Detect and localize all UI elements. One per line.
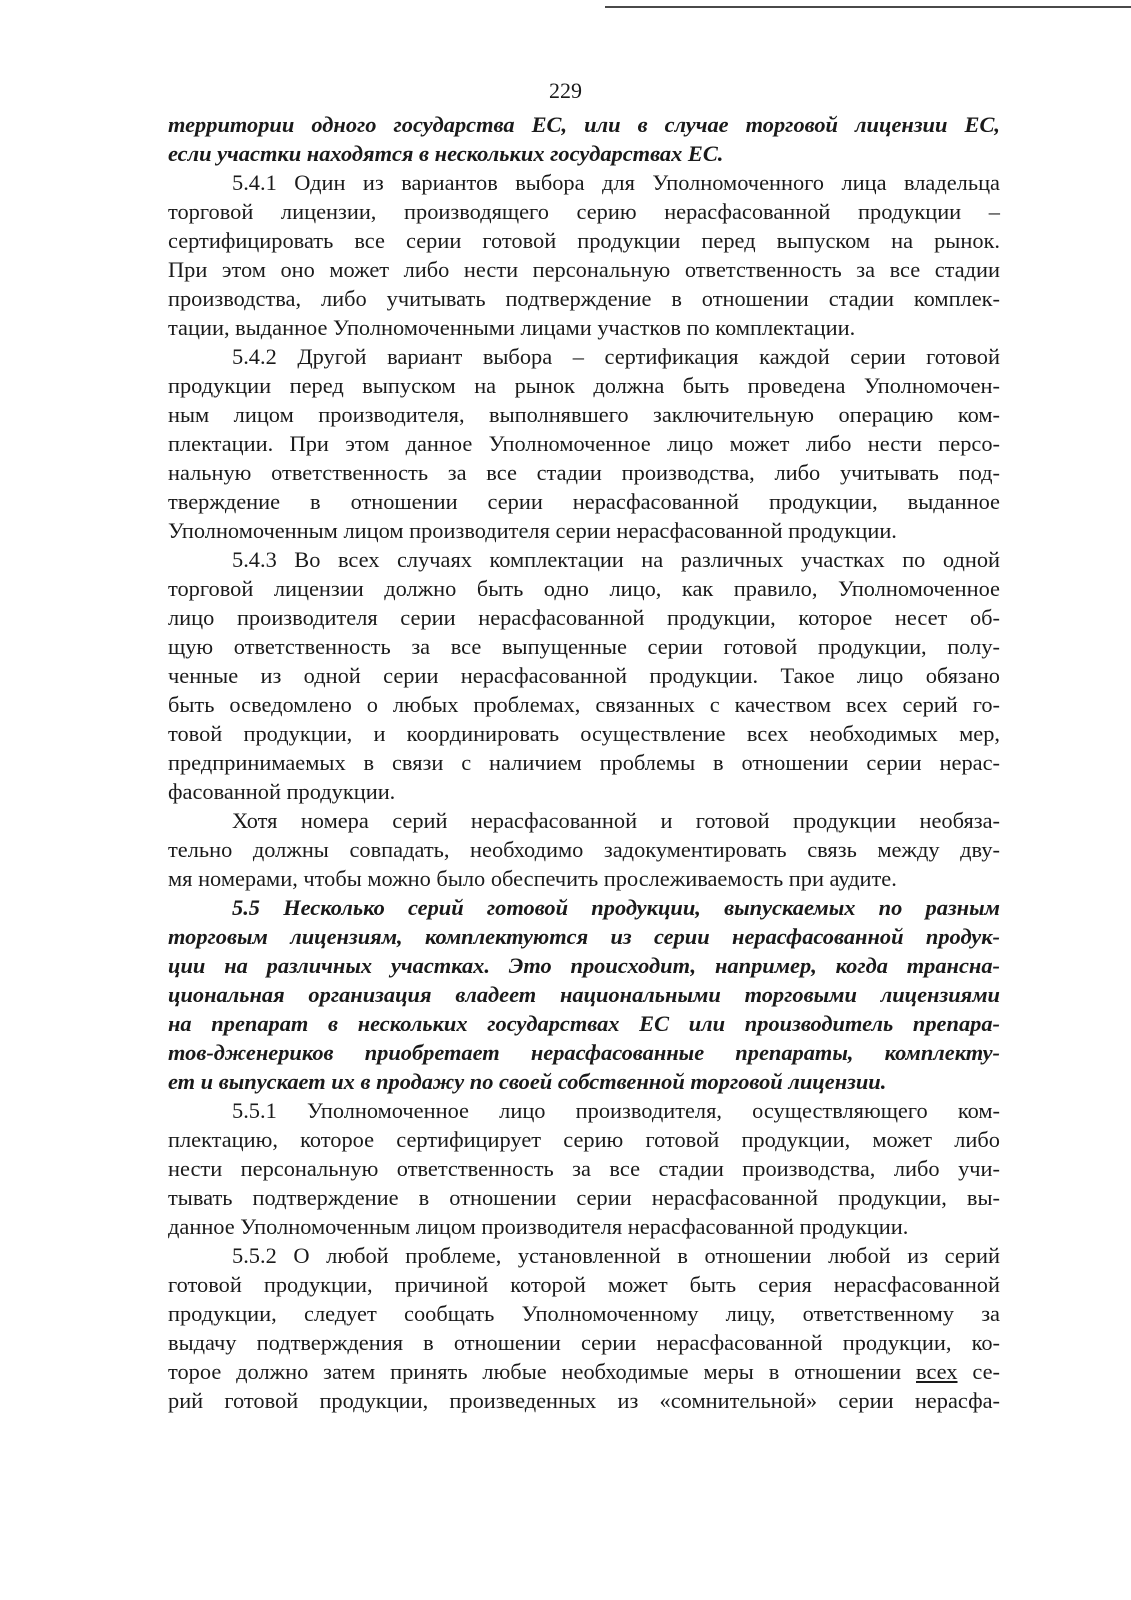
page-body <box>168 110 1000 1415</box>
paragraph-5-5-1 <box>168 1096 1000 1241</box>
paragraph-5-4-1 <box>168 168 1000 342</box>
text-line: сертифицировать все серии готовой продукции перед выпуском на рынок. <box>168 228 1000 253</box>
text-line: мя номерами, чтобы можно было обеспечить прослеживаемость при аудите. <box>168 866 897 891</box>
text-line: лицо производителя серии нерасфасованной продукции, которое несет об- <box>168 605 1000 630</box>
text-line: ным лицом производителя, выполнявшего заключительную операцию ком- <box>168 402 1000 427</box>
text-line: предпринимаемых в связи с наличием проблемы в отношении серии нерас- <box>168 750 1000 775</box>
intro-paragraph <box>168 110 1000 168</box>
text-line: Хотя номера серий нерасфасованной и готовой продукции необяза- <box>232 808 1000 833</box>
text-segment: се- <box>972 1359 1000 1384</box>
text-line: 5.5.2 О любой проблеме, установленной в отношении любой из серий <box>232 1243 1000 1268</box>
text-line: ет и выпускает их в продажу по своей собственной торговой лицензии. <box>168 1069 887 1094</box>
text-line: готовой продукции, причиной которой может быть серия нерасфасованной <box>168 1272 1000 1297</box>
text-line: При этом оно может либо нести персональную ответственность за все стадии <box>168 257 1000 282</box>
text-line: тывать подтверждение в отношении серии нерасфасованной продукции, вы- <box>168 1185 1000 1210</box>
underlined-word: всех <box>916 1359 958 1384</box>
text-line: тверждение в отношении серии нерасфасованной продукции, выданное <box>168 489 1000 514</box>
text-line: тации, выданное Уполномоченными лицами участков по комплектации. <box>168 315 856 340</box>
paragraph-5-4-2 <box>168 342 1000 545</box>
text-line: 5.4.2 Другой вариант выбора – сертификация каждой серии готовой <box>232 344 1000 369</box>
text-line: торговой лицензии должно быть одно лицо, как правило, Уполномоченное <box>168 576 1000 601</box>
text-line <box>168 1357 1000 1386</box>
text-line: щую ответственность за все выпущенные серии готовой продукции, полу- <box>168 634 1000 659</box>
top-rule <box>605 6 1131 8</box>
text-line: нести персональную ответственность за все стадии производства, либо учи- <box>168 1156 1000 1181</box>
text-line: рий готовой продукции, произведенных из «сомнительной» серии нерасфа- <box>168 1388 1000 1413</box>
text-line: на препарат в нескольких государствах ЕС или производитель препара- <box>168 1011 1000 1036</box>
text-line: товой продукции, и координировать осуществление всех необходимых мер, <box>168 721 1000 746</box>
text-line: нальную ответственность за все стадии производства, либо учитывать под- <box>168 460 1000 485</box>
section-5-5 <box>168 893 1000 1096</box>
paragraph-5-5-2 <box>168 1241 1000 1415</box>
text-line: продукции, следует сообщать Уполномоченному лицу, ответственному за <box>168 1301 1000 1326</box>
page-number: 229 <box>549 78 582 103</box>
text-line: циональная организация владеет национальными торговыми лицензиями <box>168 982 1000 1007</box>
text-line: Уполномоченным лицом производителя серии нерасфасованной продукции. <box>168 518 897 543</box>
text-line: 5.5 Несколько серий готовой продукции, выпускаемых по разным <box>232 895 1000 920</box>
text-line: 5.4.1 Один из вариантов выбора для Уполномоченного лица владельца <box>232 170 1000 195</box>
text-line: ции на различных участках. Это происходит, например, когда трансна- <box>168 953 1000 978</box>
text-line: если участки находятся в нескольких государствах ЕС. <box>168 141 724 166</box>
text-line: быть осведомлено о любых проблемах, связанных с качеством всех серий го- <box>168 692 1000 717</box>
text-line: торговой лицензии, производящего серию нерасфасованной продукции – <box>168 199 1000 224</box>
text-line: торговым лицензиям, комплектуются из серии нерасфасованной продук- <box>168 924 1000 949</box>
text-line: выдачу подтверждения в отношении серии нерасфасованной продукции, ко- <box>168 1330 1000 1355</box>
text-line: тов-дженериков приобретает нерасфасованные препараты, комплекту- <box>168 1040 1000 1065</box>
text-segment: торое должно затем принять любые необходимые меры в отношении <box>168 1359 902 1384</box>
text-line: тельно должны совпадать, необходимо задокументировать связь между дву- <box>168 837 1000 862</box>
text-line: 5.4.3 Во всех случаях комплектации на различных участках по одной <box>232 547 1000 572</box>
text-line: ченные из одной серии нерасфасованной продукции. Такое лицо обязано <box>168 663 1000 688</box>
paragraph-batch-numbers <box>168 806 1000 893</box>
text-line: производства, либо учитывать подтверждение в отношении стадии комплек- <box>168 286 1000 311</box>
text-line: плектацию, которое сертифицирует серию готовой продукции, может либо <box>168 1127 1000 1152</box>
text-line: фасованной продукции. <box>168 779 396 804</box>
text-line: территории одного государства ЕС, или в случае торговой лицензии ЕС, <box>168 112 1000 137</box>
text-line: плектации. При этом данное Уполномоченное лицо может либо нести персо- <box>168 431 1000 456</box>
text-line: продукции перед выпуском на рынок должна быть проведена Уполномочен- <box>168 373 1000 398</box>
paragraph-5-4-3 <box>168 545 1000 806</box>
text-line: данное Уполномоченным лицом производителя нерасфасованной продукции. <box>168 1214 909 1239</box>
text-line: 5.5.1 Уполномоченное лицо производителя, осуществляющего ком- <box>232 1098 1000 1123</box>
